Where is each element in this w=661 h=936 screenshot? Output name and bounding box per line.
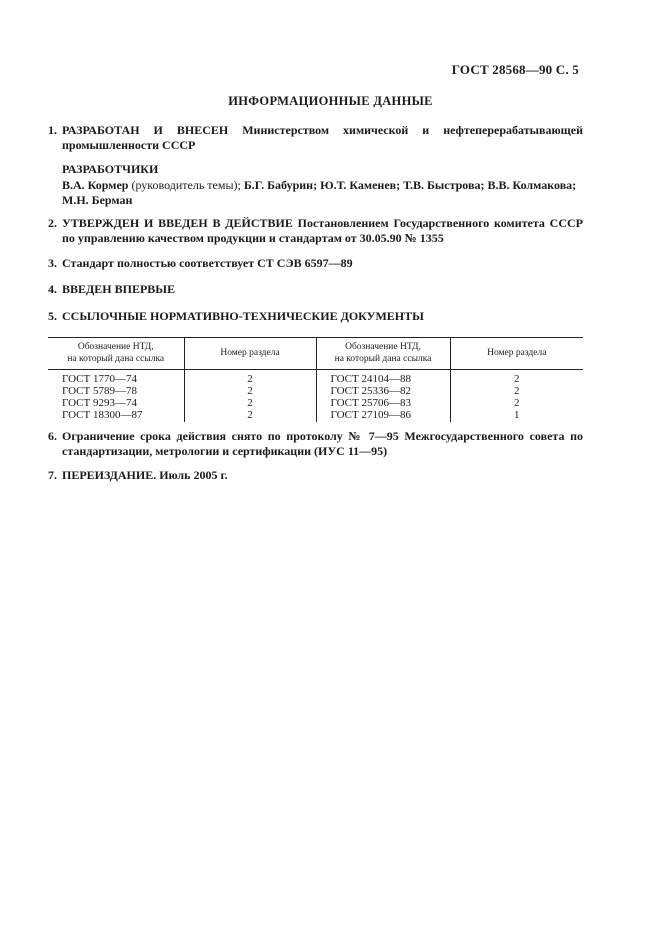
doc-designation: ГОСТ 9293—74 <box>62 397 137 409</box>
item-text: ССЫЛОЧНЫЕ НОРМАТИВНО-ТЕХНИЧЕСКИЕ ДОКУМЕНТЫ <box>62 309 424 323</box>
section-number: 2 <box>450 385 583 397</box>
item-number: 6. <box>48 429 57 443</box>
table-row <box>48 397 583 409</box>
item-number: 4. <box>48 282 57 296</box>
doc-designation: ГОСТ 5789—78 <box>62 385 137 397</box>
section-number: 2 <box>184 385 316 397</box>
info-item-7 <box>48 468 583 483</box>
item-text: РАЗРАБОТАН И ВНЕСЕН Министерством химической и нефтеперерабатывающей промышленности СССР <box>62 123 583 152</box>
developers-rest: Б.Г. Бабурин; Ю.Т. Каменев; Т.В. Быстрова; В.В. Колмакова; М.Н. Берман <box>62 178 577 207</box>
section-number: 2 <box>450 397 583 409</box>
developer-lead: В.А. Кормер <box>62 178 129 192</box>
header-section-number: Номер раздела <box>184 338 316 370</box>
item-number: 1. <box>48 123 57 137</box>
info-item-6 <box>48 429 583 459</box>
info-item-2 <box>48 216 583 246</box>
developers-block <box>62 162 583 208</box>
item-number: 2. <box>48 216 57 230</box>
info-item-4 <box>48 282 583 297</box>
doc-designation: ГОСТ 1770—74 <box>62 373 137 385</box>
doc-designation: ГОСТ 18300—87 <box>62 409 143 421</box>
section-number: 2 <box>450 370 583 386</box>
item-text: Ограничение срока действия снято по протоколу № 7—95 Межгосударственного совета по стандартизации, метрологии и сертификации (ИУС 11—95) <box>62 429 583 458</box>
doc-designation: ГОСТ 25336—82 <box>316 385 450 397</box>
section-title: ИНФОРМАЦИОННЫЕ ДАННЫЕ <box>228 94 433 108</box>
info-item-5 <box>48 309 583 324</box>
item-text: УТВЕРЖДЕН И ВВЕДЕН В ДЕЙСТВИЕ Постановлением Государственного комитета СССР по управлению качеством продукции и стандартам от 30.05.90 № 1355 <box>62 216 583 245</box>
item-text: ПЕРЕИЗДАНИЕ. Июль 2005 г. <box>62 468 228 482</box>
header-section-number: Номер раздела <box>450 338 583 370</box>
item-number: 7. <box>48 468 57 482</box>
developers-list <box>62 178 583 208</box>
info-item-3 <box>48 256 583 271</box>
section-number: 2 <box>184 370 316 386</box>
table-row <box>48 385 583 397</box>
table-header-row <box>48 338 583 370</box>
doc-designation: ГОСТ 24104—88 <box>316 370 450 386</box>
doc-designation: ГОСТ 27109—86 <box>316 409 450 422</box>
developers-heading: РАЗРАБОТЧИКИ <box>62 162 159 176</box>
item-text: ВВЕДЕН ВПЕРВЫЕ <box>62 282 176 296</box>
section-number: 1 <box>450 409 583 422</box>
item-number: 5. <box>48 309 57 323</box>
header-doc-designation: Обозначение НТД, на который дана ссылка <box>48 338 184 370</box>
document-reference-header: ГОСТ 28568—90 С. 5 <box>451 62 579 77</box>
doc-designation: ГОСТ 25706—83 <box>316 397 450 409</box>
section-number: 2 <box>184 397 316 409</box>
item-text: Стандарт полностью соответствует СТ СЭВ 6597—89 <box>62 256 353 270</box>
table-row <box>48 409 583 422</box>
item-number: 3. <box>48 256 57 270</box>
table-row <box>48 370 583 386</box>
section-number: 2 <box>184 409 316 422</box>
header-doc-designation: Обозначение НТД, на который дана ссылка <box>316 338 450 370</box>
info-item-1 <box>48 123 583 153</box>
references-table <box>48 337 583 422</box>
developer-lead-role: (руководитель темы); <box>128 178 244 192</box>
